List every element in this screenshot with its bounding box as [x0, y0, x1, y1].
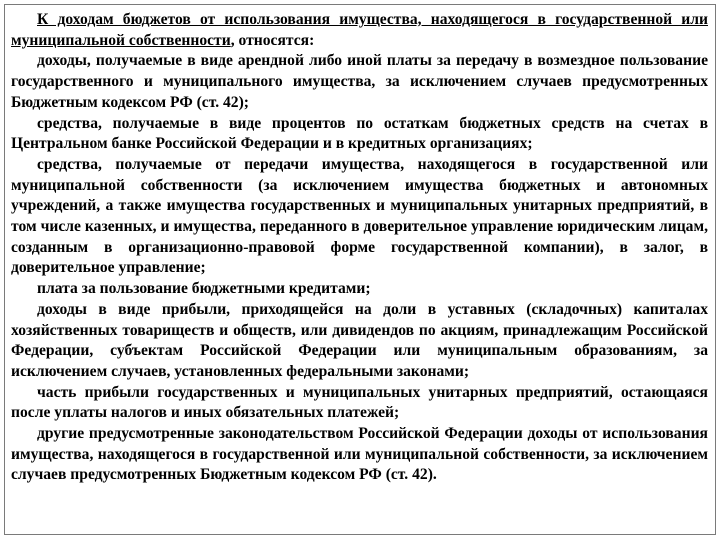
- list-item: плата за пользование бюджетными кредитами;: [37, 280, 371, 298]
- list-item: средства, получаемые в виде процентов по остаткам бюджетных средств на счетах в Центральном банке Российской Федерации и в кредитных организациях;: [11, 114, 708, 153]
- list-item: другие предусмотренные законодательством Российской Федерации доходы от использования имущества, находящегося в государственной или муниципальной собственности, за исключением случаев предусмотренных Бюджетным кодексом РФ (ст. 42).: [11, 425, 708, 484]
- intro-underlined-text: К доходам бюджетов от использования имущества, находящегося в государственной или муниципальной собственности: [11, 11, 708, 49]
- list-item: средства, получаемые от передачи имущества, находящегося в государственной или муниципальной собственности (за исключением имущества бюджетных и автономных учреждений, а также имущества государственных и муниципальных унитарных предприятий, в том числе казенных, и имущества, переданного в доверительное управление юридическим лицам, созданным в организационно-правовой форме государственной компании), в залог, в доверительное управление;: [11, 155, 708, 277]
- text-frame: [4, 4, 716, 535]
- list-item: часть прибыли государственных и муниципальных унитарных предприятий, остающаяся после уплаты налогов и иных обязательных платежей;: [11, 383, 708, 422]
- list-item: доходы, получаемые в виде арендной либо иной платы за передачу в возмездное пользование государственного и муниципального имущества, за исключением случаев предусмотренных Бюджетным кодексом РФ (ст. 42);: [11, 52, 708, 111]
- list-item: доходы в виде прибыли, приходящейся на доли в уставных (складочных) капиталах хозяйственных товариществ и обществ, или дивидендов по акциям, принадлежащим Российской Федерации, субъектам Российской Федерации или муниципальным образованиям, за исключением случаев, установленных федеральными законами;: [11, 300, 708, 380]
- intro-paragraph: [11, 10, 708, 51]
- intro-rest-text: , относятся:: [230, 31, 315, 49]
